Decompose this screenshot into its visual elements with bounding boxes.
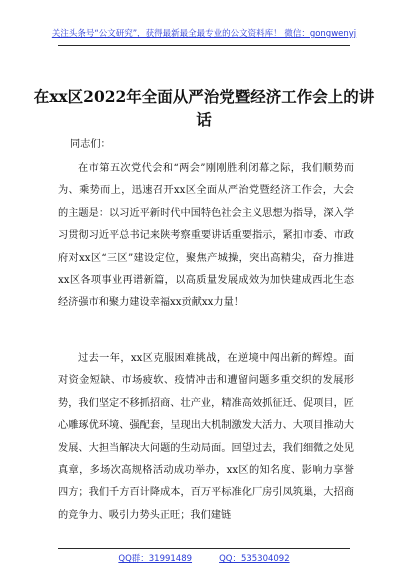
document-title: 在xx区2022年全面从严治党暨经济工作会上的讲话	[33, 87, 375, 129]
paragraph-2: 过去一年，xx区克服困难挑战，在逆境中闯出新的辉煌。面对资金短缺、市场疲软、疫情冲击和遭留问题多重交织的发展形势，我们坚定不移抓招商、壮产业，精准高效抓征迁、促项目，匠心雕琢优环境、强配套，呈现出大机制激发大活力、大项目推动大发展、大担当解决大问题的生动局面。回望过去，我们细微之处见真章，多场次高规格活动成功举办，xx区的知名度、影响力享誉四方；我们千方百计降成本，百万平标准化厂房引凤筑巢，大招商的竞争力、吸引力势头正旺；我们建链	[58, 353, 354, 521]
salutation: 同志们：	[70, 139, 111, 150]
footer-qq[interactable]: QQ：535304092	[219, 554, 290, 564]
footer-contact	[0, 552, 408, 564]
paragraph-1: 在市第五次党代会和“两会”刚刚胜利闭幕之际，我们顺势而为、乘势而上，迅速召开xx区全面从严治党暨经济工作会，大会的主题是：以习近平新时代中国特色社会主义思想为指导，深入学习贯彻习近平总书记来陕考察重要讲话重要指示，紧扣市委、市政府对xx区“三区”建设定位，聚焦产城操，突出高精尖，奋力推进xx区各项事业再谱新篇，以高质量发展成效为加快建成西北生态经济强市和聚力建设幸福xx贡献xx力量！	[58, 163, 354, 309]
footer-qq-group[interactable]: QQ群：31991489	[118, 554, 193, 564]
header-promo-link[interactable]: 关注头条号“公文研究”，获得最新最全最专业的公文资料库！ 微信：gongwenyj	[51, 29, 357, 39]
footer-divider	[58, 548, 350, 549]
header-divider	[58, 45, 350, 46]
